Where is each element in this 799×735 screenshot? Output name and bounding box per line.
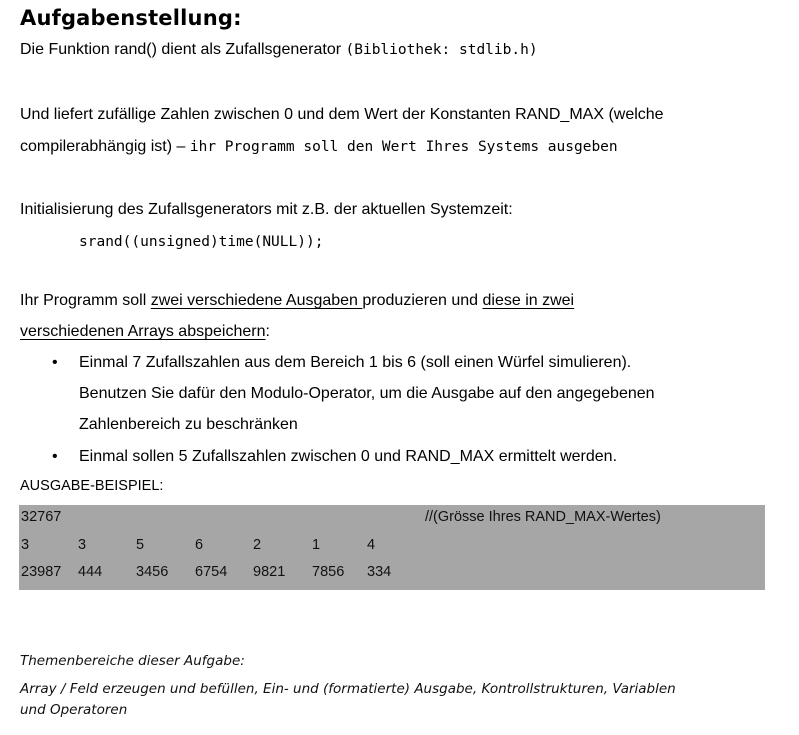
task-text-2: produzieren und [362, 292, 483, 309]
intro-code: (Bibliothek: stdlib.h) [345, 42, 538, 58]
task-underlined-1: zwei verschiedene Ausgaben [150, 292, 363, 309]
output-example-label: AUSGABE-BEISPIEL: [20, 478, 164, 494]
random-value: 334 [367, 564, 392, 580]
task-line-1 [20, 291, 574, 311]
intro-text: Die Funktion rand() dient als Zufallsgenerator [20, 41, 346, 58]
task-line-2-end: : [265, 323, 270, 340]
dice-value: 5 [136, 537, 145, 553]
task-line-2 [20, 322, 270, 342]
output-row-random [19, 564, 765, 584]
output-row-rand-max [19, 509, 765, 529]
random-value: 6754 [195, 564, 228, 580]
dice-value: 4 [367, 537, 376, 553]
output-row-dice [19, 537, 765, 557]
dice-value: 3 [21, 537, 30, 553]
dice-value: 1 [312, 537, 321, 553]
page-title: Aufgabenstellung: [20, 6, 242, 30]
bullet-icon: • [52, 354, 58, 371]
random-value: 9821 [253, 564, 286, 580]
bullet-2-line-1: Einmal sollen 5 Zufallszahlen zwischen 0 und RAND_MAX ermittelt werden. [79, 448, 618, 465]
topics-title: Themenbereiche dieser Aufgabe: [20, 653, 245, 669]
output-example-box [19, 505, 765, 590]
dice-value: 2 [253, 537, 262, 553]
rand-max-comment: //(Grösse Ihres RAND_MAX-Wertes) [425, 509, 661, 525]
task-text-1: Ihr Programm soll [20, 292, 151, 309]
random-value: 7856 [312, 564, 345, 580]
topics-line-1: Array / Feld erzeugen und befüllen, Ein- und (formatierte) Ausgabe, Kontrollstrukturen, Variablen [20, 681, 676, 697]
rand-max-value: 32767 [21, 509, 62, 525]
rand-max-line-2-text: compilerabhängig ist) – [20, 138, 190, 155]
init-text: Initialisierung des Zufallsgenerators mit z.B. der aktuellen Systemzeit: [20, 201, 513, 218]
random-value: 23987 [21, 564, 62, 580]
topics-line-2: und Operatoren [20, 702, 128, 718]
bullet-1-line-3: Zahlenbereich zu beschränken [79, 416, 298, 433]
dice-value: 3 [78, 537, 87, 553]
random-value: 444 [78, 564, 103, 580]
rand-max-line-2 [20, 137, 618, 157]
init-code: srand((unsigned)time(NULL)); [79, 234, 324, 250]
bullet-1-line-2: Benutzen Sie dafür den Modulo-Operator, um die Ausgabe auf den angegebenen [79, 385, 655, 402]
random-value: 3456 [136, 564, 169, 580]
dice-value: 6 [195, 537, 204, 553]
task-underlined-3: verschiedenen Arrays abspeichern [20, 323, 266, 340]
task-underlined-2: diese in zwei [482, 292, 575, 309]
intro-paragraph [20, 40, 538, 60]
rand-max-line-2-code: ihr Programm soll den Wert Ihres Systems ausgeben [189, 139, 618, 155]
bullet-icon: • [52, 448, 58, 465]
rand-max-line-1: Und liefert zufällige Zahlen zwischen 0 und dem Wert der Konstanten RAND_MAX (welche [20, 106, 664, 123]
bullet-1-line-1: Einmal 7 Zufallszahlen aus dem Bereich 1 bis 6 (soll einen Würfel simulieren). [79, 354, 632, 371]
